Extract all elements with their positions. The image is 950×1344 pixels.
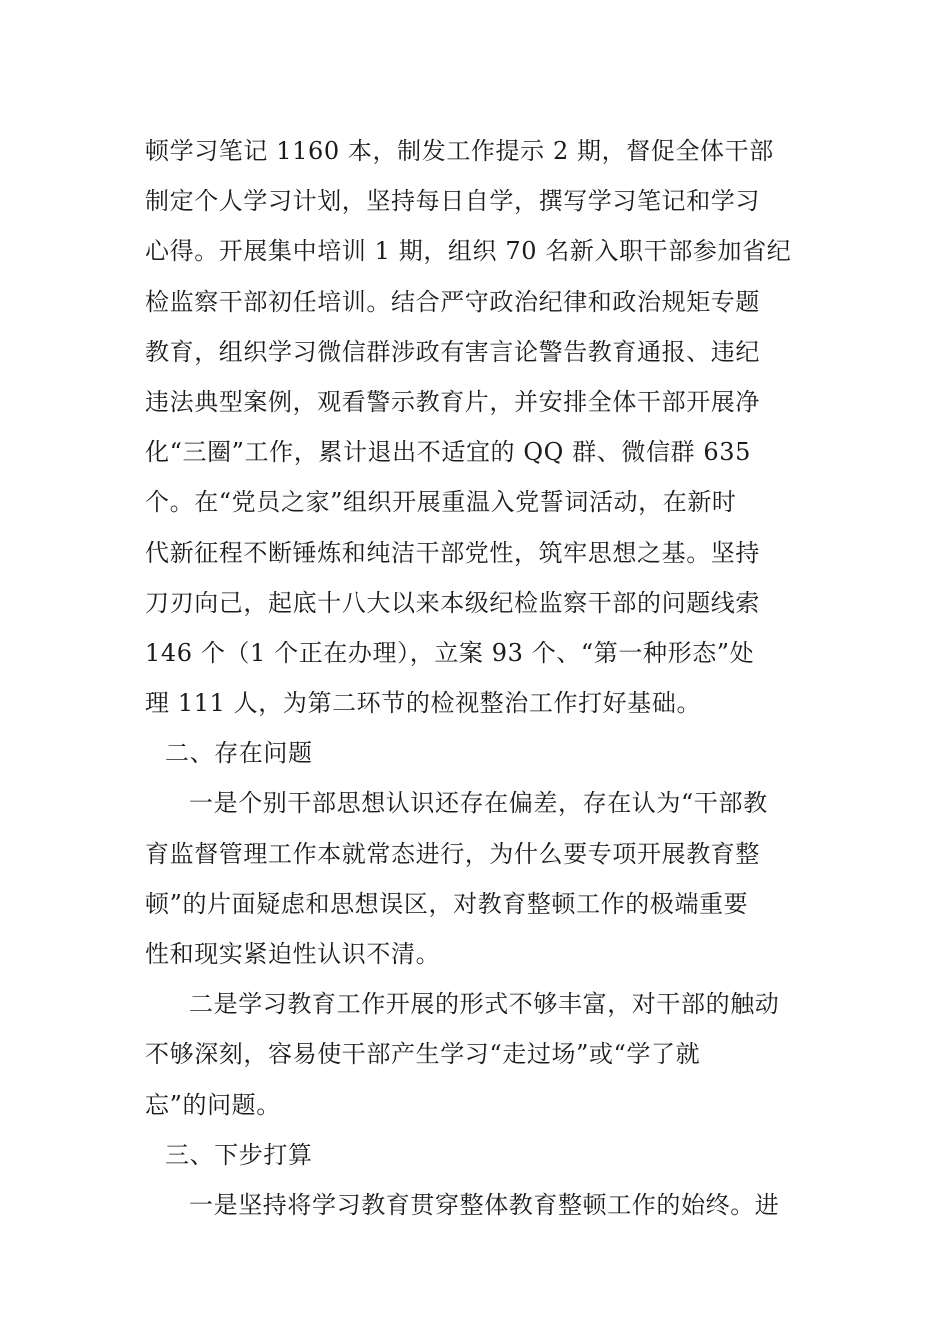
text-line: 顿”的片面疑虑和思想误区，对教育整顿工作的极端重要 [145, 889, 749, 918]
text-line: 一是个别干部思想认识还存在偏差，存在认为“干部教 [189, 789, 768, 818]
text-line: 教育，组织学习微信群涉政有害言论警告教育通报、违纪 [145, 337, 760, 366]
text-line: 不够深刻，容易使干部产生学习“走过场”或“学了就 [145, 1040, 701, 1069]
text-line: 心得。开展集中培训 1 期，组织 70 名新入职干部参加省纪 [145, 237, 792, 266]
section-heading: 二、存在问题 [165, 739, 313, 768]
section-heading: 三、下步打算 [165, 1140, 313, 1169]
text-line: 性和现实紧迫性认识不清。 [145, 940, 441, 968]
text-line: 146 个（1 个正在办理），立案 93 个、“第一种形态”处 [145, 638, 755, 667]
paragraph-progress-summary [145, 126, 815, 728]
text-line: 制定个人学习计划，坚持每日自学，撰写学习笔记和学习 [145, 187, 760, 216]
text-line: 理 111 人，为第二环节的检视整治工作打好基础。 [145, 689, 702, 718]
text-line: 二是学习教育工作开展的形式不够丰富，对干部的触动 [189, 990, 780, 1019]
text-line: 忘”的问题。 [145, 1090, 281, 1119]
document-body [145, 126, 815, 1230]
section-heading-next-steps [145, 1130, 815, 1180]
text-line: 育监督管理工作本就常态进行，为什么要专项开展教育整 [145, 839, 760, 868]
text-line: 个。在“党员之家”组织开展重温入党誓词活动，在新时 [145, 488, 737, 517]
text-line: 检监察干部初任培训。结合严守政治纪律和政治规矩专题 [145, 287, 760, 316]
paragraph-problem-two [145, 979, 815, 1130]
text-line: 刀刃向己，起底十八大以来本级纪检监察干部的问题线索 [145, 588, 760, 617]
paragraph-plan-one [145, 1180, 815, 1230]
paragraph-problem-one [145, 778, 815, 979]
section-heading-existing-problems [145, 728, 815, 778]
text-line: 化“三圈”工作，累计退出不适宜的 QQ 群、微信群 635 [145, 438, 751, 467]
text-line: 顿学习笔记 1160 本，制发工作提示 2 期，督促全体干部 [145, 137, 774, 165]
text-line: 代新征程不断锤炼和纯洁干部党性，筑牢思想之基。坚持 [145, 538, 760, 567]
text-line: 违法典型案例，观看警示教育片，并安排全体干部开展净 [145, 387, 760, 416]
text-line: 一是坚持将学习教育贯穿整体教育整顿工作的始终。进 [189, 1190, 780, 1219]
